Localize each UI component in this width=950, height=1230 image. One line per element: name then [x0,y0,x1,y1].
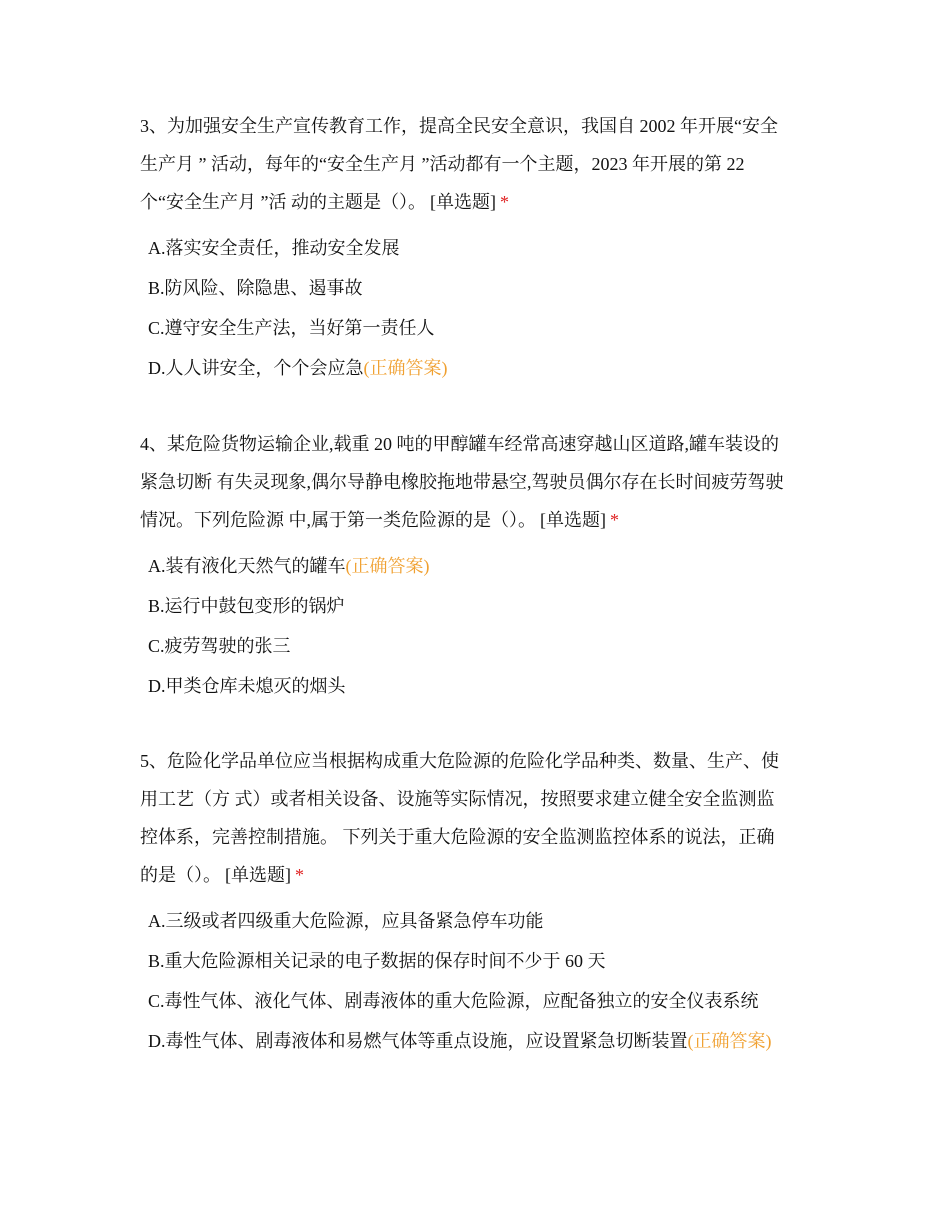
option-b [148,586,815,626]
question-4 [140,425,815,706]
stem-line: 4、某危险货物运输企业,载重 20 吨的甲醇罐车经常高速穿越山区道路,罐车装设的 [140,434,779,454]
option-text: A.落实安全责任，推动安全发展 [148,238,400,258]
question-type-tag: [单选题] [429,192,496,212]
option-d [148,1021,815,1061]
option-text: B.重大危险源相关记录的电子数据的保存时间不少于 60 天 [148,951,606,971]
option-text: C.疲劳驾驶的张三 [148,636,291,656]
option-list [148,228,815,388]
required-star: * [295,865,304,885]
option-text: D.毒性气体、剧毒液体和易燃气体等重点设施，应设置紧急切断装置 [148,1031,688,1051]
option-c [148,626,815,666]
correct-answer-label: (正确答案) [363,358,448,378]
stem-line: 3、为加强安全生产宣传教育工作，提高全民安全意识，我国自 2002 年开展“安全 [140,116,778,136]
question-stem [140,425,815,539]
required-star: * [499,192,509,212]
stem-line: 用工艺（方 式）或者相关设备、设施等实际情况，按照要求建立健全安全监测监 [140,789,775,809]
option-text: C.毒性气体、液化气体、剧毒液体的重大危险源，应配备独立的安全仪表系统 [148,991,759,1011]
option-b [148,941,815,981]
stem-line: 控体系，完善控制措施。 下列关于重大危险源的安全监测监控体系的说法，正确 [140,827,775,847]
stem-text: 情况。下列危险源 中,属于第一类危险源的是（）。 [140,510,536,530]
stem-text: 的是（）。 [140,865,221,885]
option-a [148,228,815,268]
stem-line-last [140,501,815,539]
stem-line: 生产月 ” 活动，每年的“安全生产月 ”活动都有一个主题，2023 年开展的第 22 [140,154,745,174]
correct-answer-label: (正确答案) [687,1031,772,1051]
option-c [148,308,815,348]
question-3 [140,107,815,388]
stem-line-last [140,183,815,221]
correct-answer-label: (正确答案) [345,556,430,576]
option-a [148,901,815,941]
option-text: A.装有液化天然气的罐车 [148,556,346,576]
stem-line-last [140,856,815,894]
required-star: * [610,510,619,530]
question-stem [140,742,815,894]
stem-text: 个“安全生产月 ”活 动的主题是（）。 [140,192,426,212]
option-a [148,546,815,586]
question-type-tag: [单选题] [540,510,606,530]
option-text: A.三级或者四级重大危险源，应具备紧急停车功能 [148,911,544,931]
stem-line: 5、危险化学品单位应当根据构成重大危险源的危险化学品种类、数量、生产、使 [140,751,779,771]
question-5 [140,742,815,1061]
stem-line: 紧急切断 有失灵现象,偶尔导静电橡胶拖地带悬空,驾驶员偶尔存在长时间疲劳驾驶 [140,472,784,492]
option-b [148,268,815,308]
option-d [148,666,815,706]
option-text: C.遵守安全生产法，当好第一责任人 [148,318,435,338]
option-text: B.防风险、除隐患、遏事故 [148,278,363,298]
option-list [148,901,815,1061]
option-text: D.人人讲安全，个个会应急 [148,358,364,378]
option-text: B.运行中鼓包变形的锅炉 [148,596,345,616]
question-stem [140,107,815,221]
question-type-tag: [单选题] [225,865,291,885]
option-c [148,981,815,1021]
option-text: D.甲类仓库未熄灭的烟头 [148,676,346,696]
option-d [148,348,815,388]
option-list [148,546,815,706]
